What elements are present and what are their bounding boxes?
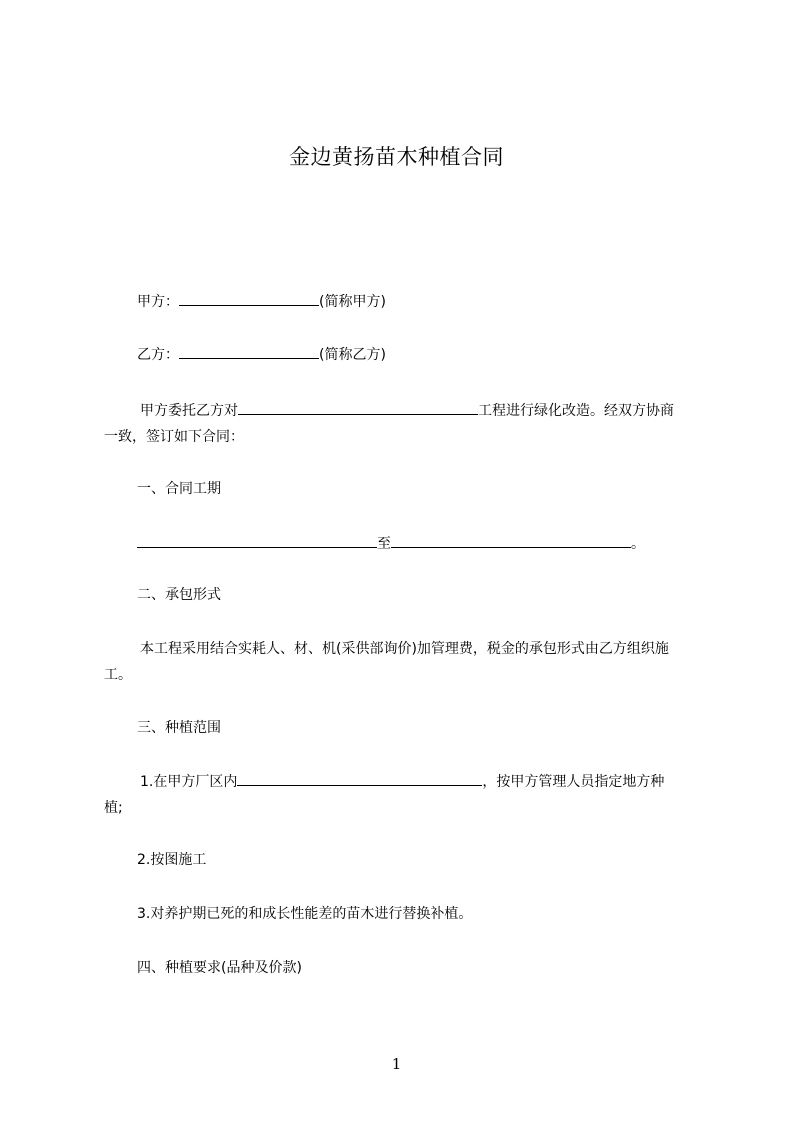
party-b-suffix: (简称乙方) [319,347,386,363]
start-date-blank [137,532,377,548]
intro-text-end: 工程进行绿化改造。经双方协商一致，签订如下合同： [104,403,674,445]
party-a-suffix: (简称甲方) [319,294,386,310]
page-number: 1 [391,1055,402,1073]
period-to: 至 [377,536,391,552]
project-name-blank [238,399,478,415]
party-a-line [137,290,386,313]
intro-paragraph [104,398,674,450]
party-b-label: 乙方： [137,347,179,363]
party-a-blank [179,290,319,306]
section-4-heading: 四、种植要求(品种及价款) [137,960,302,976]
party-b-line [137,343,386,366]
party-a-label: 甲方： [137,294,179,310]
contract-period-line [137,532,645,555]
period-end: 。 [631,536,645,552]
scope-item-1-start: 1.在甲方厂区内 [140,774,238,790]
section-2-heading: 二、承包形式 [137,587,221,603]
end-date-blank [391,532,631,548]
intro-text-start: 甲方委托乙方对 [140,403,238,419]
scope-item-1 [104,769,674,821]
scope-item-1-end: ，按甲方管理人员指定地方种植; [104,774,665,816]
area-blank [237,770,482,786]
section-3-heading: 三、种植范围 [137,720,221,736]
document-title: 金边黄扬苗木种植合同 [289,145,504,169]
scope-item-3: 3.对养护期已死的和成长性能差的苗木进行替换补植。 [137,906,473,922]
section-2-paragraph: 本工程采用结合实耗人、材、机(采供部询价)加管理费，税金的承包形式由乙方组织施工。 [104,641,669,683]
section-1-heading: 一、合同工期 [137,481,221,497]
scope-item-2: 2.按图施工 [137,852,207,868]
party-b-blank [179,343,319,359]
